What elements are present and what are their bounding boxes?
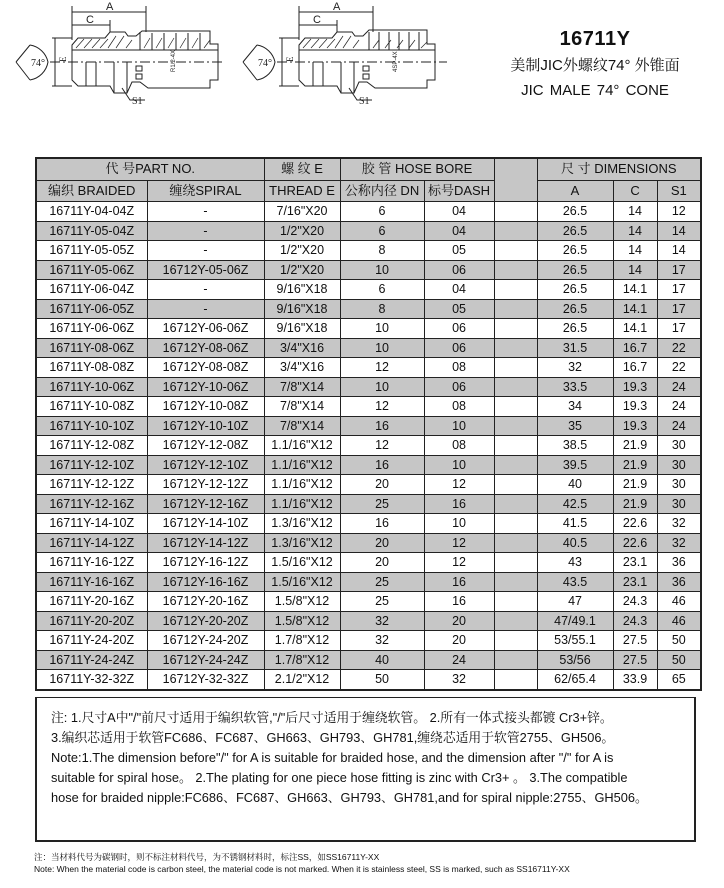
cell-braided: 16711Y-05-05Z [36, 241, 147, 261]
cell-dash: 32 [424, 670, 494, 690]
cell-blank [494, 553, 537, 573]
cell-a: 26.5 [537, 299, 613, 319]
cell-a: 32 [537, 358, 613, 378]
cell-spiral: - [147, 241, 264, 261]
cell-s1: 32 [657, 514, 701, 534]
header-dash: 标号DASH [424, 180, 494, 202]
cell-s1: 17 [657, 260, 701, 280]
cell-thread: 1.1/16"X12 [264, 475, 340, 495]
header-spiral: 缠绕SPIRAL [147, 180, 264, 202]
cell-blank [494, 611, 537, 631]
cell-thread: 1/2"X20 [264, 241, 340, 261]
cell-c: 19.3 [613, 397, 657, 417]
spec-table-body [36, 202, 701, 690]
cell-dash: 12 [424, 533, 494, 553]
cell-spiral: 16712Y-32-32Z [147, 670, 264, 690]
cell-s1: 22 [657, 358, 701, 378]
cell-c: 19.3 [613, 377, 657, 397]
footer-note [34, 851, 570, 875]
cell-s1: 14 [657, 221, 701, 241]
table-row [36, 202, 701, 222]
cell-c: 19.3 [613, 416, 657, 436]
cell-c: 33.9 [613, 670, 657, 690]
cell-dash: 20 [424, 631, 494, 651]
header-row-sub [36, 180, 701, 202]
cell-c: 14 [613, 202, 657, 222]
cell-dash: 05 [424, 241, 494, 261]
cell-dash: 04 [424, 280, 494, 300]
table-row [36, 299, 701, 319]
angle-label: 74° [31, 58, 45, 69]
cell-spiral: 16712Y-12-10Z [147, 455, 264, 475]
note-line: Note:1.The dimension before"/" for A is suitable for braided hose, and the dimension after "/" for A is [51, 750, 614, 765]
header-thread-cn: 螺 纹 E [264, 158, 340, 180]
cell-c: 21.9 [613, 436, 657, 456]
cell-dn: 10 [340, 319, 424, 339]
cell-dn: 16 [340, 514, 424, 534]
cell-blank [494, 280, 537, 300]
cell-spiral: 16712Y-10-08Z [147, 397, 264, 417]
cell-a: 26.5 [537, 202, 613, 222]
cell-braided: 16711Y-24-20Z [36, 631, 147, 651]
cell-dash: 16 [424, 494, 494, 514]
table-row [36, 475, 701, 495]
cell-s1: 50 [657, 650, 701, 670]
cell-braided: 16711Y-05-06Z [36, 260, 147, 280]
cell-thread: 1/2"X20 [264, 221, 340, 241]
cell-spiral: 16712Y-12-12Z [147, 475, 264, 495]
cell-dn: 20 [340, 553, 424, 573]
cell-s1: 17 [657, 319, 701, 339]
header-braided: 编织 BRAIDED [36, 180, 147, 202]
cell-dn: 32 [340, 631, 424, 651]
cell-a: 53/56 [537, 650, 613, 670]
cell-c: 14 [613, 221, 657, 241]
title-block [480, 26, 710, 102]
cell-blank [494, 397, 537, 417]
cell-dn: 25 [340, 592, 424, 612]
header-row-group [36, 158, 701, 180]
cell-s1: 46 [657, 611, 701, 631]
cell-thread: 1.5/8"X12 [264, 611, 340, 631]
table-row [36, 631, 701, 651]
cell-s1: 65 [657, 670, 701, 690]
cell-braided: 16711Y-24-24Z [36, 650, 147, 670]
cell-a: 53/55.1 [537, 631, 613, 651]
cell-spiral: 16712Y-06-06Z [147, 319, 264, 339]
cell-a: 42.5 [537, 494, 613, 514]
cell-thread: 1.1/16"X12 [264, 436, 340, 456]
cell-blank [494, 670, 537, 690]
cell-a: 26.5 [537, 260, 613, 280]
cell-blank [494, 319, 537, 339]
cell-braided: 16711Y-10-10Z [36, 416, 147, 436]
cell-blank [494, 631, 537, 651]
cell-thread: 1.3/16"X12 [264, 514, 340, 534]
cell-blank [494, 416, 537, 436]
cell-s1: 36 [657, 572, 701, 592]
cell-spiral: 16712Y-24-24Z [147, 650, 264, 670]
cell-a: 26.5 [537, 221, 613, 241]
cell-a: 43.5 [537, 572, 613, 592]
cell-blank [494, 494, 537, 514]
cell-thread: 1/2"X20 [264, 260, 340, 280]
cell-dash: 12 [424, 475, 494, 495]
spec-table [35, 157, 702, 691]
cell-blank [494, 377, 537, 397]
cell-c: 21.9 [613, 475, 657, 495]
cell-s1: 50 [657, 631, 701, 651]
cell-dn: 6 [340, 202, 424, 222]
cell-dash: 08 [424, 358, 494, 378]
table-row [36, 280, 701, 300]
cell-a: 34 [537, 397, 613, 417]
table-row [36, 377, 701, 397]
cell-spiral: - [147, 299, 264, 319]
cell-dash: 16 [424, 592, 494, 612]
cell-a: 35 [537, 416, 613, 436]
dim-s1-label: S1 [132, 96, 143, 107]
cell-dash: 08 [424, 397, 494, 417]
header-dimensions: 尺 寸 DIMENSIONS [537, 158, 701, 180]
angle-label: 74° [258, 58, 272, 69]
header-c: C [613, 180, 657, 202]
cell-a: 39.5 [537, 455, 613, 475]
cell-blank [494, 436, 537, 456]
cell-dn: 25 [340, 494, 424, 514]
cell-thread: 3/4"X16 [264, 358, 340, 378]
cell-spiral: 16712Y-10-10Z [147, 416, 264, 436]
notes-box [35, 697, 696, 842]
cell-s1: 32 [657, 533, 701, 553]
cell-dn: 50 [340, 670, 424, 690]
table-row [36, 533, 701, 553]
cell-thread: 7/8"X14 [264, 397, 340, 417]
cell-braided: 16711Y-16-12Z [36, 553, 147, 573]
table-row [36, 611, 701, 631]
cell-thread: 1.5/8"X12 [264, 592, 340, 612]
header-part-no: 代 号PART NO. [36, 158, 264, 180]
cell-dn: 12 [340, 397, 424, 417]
cell-dn: 16 [340, 416, 424, 436]
cell-s1: 17 [657, 299, 701, 319]
table-row [36, 455, 701, 475]
cell-dash: 06 [424, 319, 494, 339]
cell-a: 31.5 [537, 338, 613, 358]
fitting-drawing-spiral [237, 0, 452, 110]
footer-note-en: Note: When the material code is carbon steel, the material code is not marked. When it is stainless steel, SS is marked, such as SS16711Y-XX [34, 864, 570, 874]
dim-e-label: E [58, 56, 68, 62]
cell-dash: 12 [424, 553, 494, 573]
cell-c: 14.1 [613, 319, 657, 339]
cell-dash: 06 [424, 377, 494, 397]
cell-c: 14 [613, 241, 657, 261]
cell-s1: 30 [657, 436, 701, 456]
cell-braided: 16711Y-14-10Z [36, 514, 147, 534]
cell-s1: 12 [657, 202, 701, 222]
cell-c: 23.1 [613, 572, 657, 592]
cell-dash: 20 [424, 611, 494, 631]
header-thread: THREAD E [264, 180, 340, 202]
cell-braided: 16711Y-12-16Z [36, 494, 147, 514]
cell-c: 16.7 [613, 338, 657, 358]
cell-thread: 9/16"X18 [264, 280, 340, 300]
cell-thread: 2.1/2"X12 [264, 670, 340, 690]
header-dn: 公称内径 DN [340, 180, 424, 202]
cell-s1: 24 [657, 397, 701, 417]
cell-spiral: 16712Y-16-16Z [147, 572, 264, 592]
cell-spiral: 16712Y-08-08Z [147, 358, 264, 378]
cell-spiral: 16712Y-12-16Z [147, 494, 264, 514]
cell-dn: 25 [340, 572, 424, 592]
cell-braided: 16711Y-10-06Z [36, 377, 147, 397]
cell-c: 16.7 [613, 358, 657, 378]
cell-braided: 16711Y-06-04Z [36, 280, 147, 300]
cell-dash: 24 [424, 650, 494, 670]
cell-thread: 3/4"X16 [264, 338, 340, 358]
cell-a: 26.5 [537, 280, 613, 300]
product-code: 16711Y [559, 28, 631, 50]
note-line: 注: 1.尺寸A中"/"前尺寸适用于编织软管,"/"后尺寸适用于缠绕软管。 2.所有一体式接头都镀 Cr3+锌。 [51, 710, 613, 725]
cell-s1: 30 [657, 494, 701, 514]
cell-blank [494, 260, 537, 280]
cell-braided: 16711Y-06-05Z [36, 299, 147, 319]
cell-braided: 16711Y-32-32Z [36, 670, 147, 690]
cell-s1: 30 [657, 475, 701, 495]
product-title-en: JIC MALE 74° CONE [521, 82, 669, 99]
cell-a: 43 [537, 553, 613, 573]
cell-braided: 16711Y-04-04Z [36, 202, 147, 222]
cell-blank [494, 299, 537, 319]
table-row [36, 670, 701, 690]
product-title-cn: 美制JIC外螺纹74° 外锥面 [510, 57, 680, 74]
cell-s1: 46 [657, 592, 701, 612]
header-hose-bore: 胶 管 HOSE BORE [340, 158, 494, 180]
table-row [36, 514, 701, 534]
cell-c: 23.1 [613, 553, 657, 573]
cell-dn: 6 [340, 280, 424, 300]
cell-dash: 06 [424, 338, 494, 358]
cell-dn: 12 [340, 358, 424, 378]
table-row [36, 319, 701, 339]
cell-dash: 10 [424, 416, 494, 436]
cell-thread: 7/16"X20 [264, 202, 340, 222]
dim-e-label: E [285, 56, 295, 62]
cell-dn: 20 [340, 533, 424, 553]
cell-a: 40 [537, 475, 613, 495]
cell-s1: 17 [657, 280, 701, 300]
cell-spiral: 16712Y-14-12Z [147, 533, 264, 553]
cell-thread: 7/8"X14 [264, 377, 340, 397]
cell-braided: 16711Y-08-06Z [36, 338, 147, 358]
cell-blank [494, 241, 537, 261]
table-row [36, 358, 701, 378]
header-blank [494, 158, 537, 202]
cell-thread: 9/16"X18 [264, 299, 340, 319]
cell-spiral: 16712Y-05-06Z [147, 260, 264, 280]
cell-dn: 10 [340, 377, 424, 397]
cell-dash: 16 [424, 572, 494, 592]
cell-blank [494, 533, 537, 553]
cell-braided: 16711Y-16-16Z [36, 572, 147, 592]
cell-a: 47 [537, 592, 613, 612]
cell-dn: 10 [340, 338, 424, 358]
cell-dash: 05 [424, 299, 494, 319]
spec-table-wrapper [35, 157, 700, 691]
cell-thread: 9/16"X18 [264, 319, 340, 339]
cell-s1: 36 [657, 553, 701, 573]
dim-s1-label: S1 [359, 96, 370, 107]
cell-dn: 20 [340, 475, 424, 495]
cell-a: 26.5 [537, 319, 613, 339]
note-line: suitable for spiral hose。 2.The plating for one piece hose fitting is zinc with Cr3+ 。 3.The compatible [51, 770, 628, 785]
cell-s1: 30 [657, 455, 701, 475]
cell-spiral: 16712Y-20-16Z [147, 592, 264, 612]
note-line: 3.编织芯适用于软管FC686、FC687、GH663、GH793、GH781,缠绕芯适用于软管2755、GH506。 [51, 730, 615, 745]
cell-thread: 1.3/16"X12 [264, 533, 340, 553]
table-row [36, 553, 701, 573]
cell-c: 14.1 [613, 280, 657, 300]
table-row [36, 260, 701, 280]
cell-braided: 16711Y-12-08Z [36, 436, 147, 456]
cell-braided: 16711Y-14-12Z [36, 533, 147, 553]
cell-dash: 04 [424, 202, 494, 222]
cell-a: 38.5 [537, 436, 613, 456]
cell-dn: 40 [340, 650, 424, 670]
cell-spiral: - [147, 202, 264, 222]
table-row [36, 436, 701, 456]
cell-c: 27.5 [613, 631, 657, 651]
cell-c: 21.9 [613, 494, 657, 514]
cell-s1: 24 [657, 416, 701, 436]
note-line: hose for braided nipple:FC686、FC687、GH663、GH793、GH781,and for spiral nipple:2755、GH506。 [51, 790, 648, 805]
cell-braided: 16711Y-10-08Z [36, 397, 147, 417]
cell-s1: 22 [657, 338, 701, 358]
cell-blank [494, 514, 537, 534]
cell-blank [494, 592, 537, 612]
cell-c: 22.6 [613, 514, 657, 534]
cell-c: 24.3 [613, 592, 657, 612]
cell-spiral: 16712Y-14-10Z [147, 514, 264, 534]
cell-spiral: 16712Y-16-12Z [147, 553, 264, 573]
table-row [36, 650, 701, 670]
footer-note-cn: 注：当材料代号为碳钢时，则不标注材料代号，为不锈钢材料时，标注SS，如SS16711Y-XX [34, 852, 380, 862]
cell-blank [494, 475, 537, 495]
cell-dash: 10 [424, 455, 494, 475]
cell-c: 22.6 [613, 533, 657, 553]
cell-braided: 16711Y-05-04Z [36, 221, 147, 241]
cell-c: 14 [613, 260, 657, 280]
dim-a-label: A [106, 1, 114, 13]
dim-c-label: C [313, 14, 321, 26]
table-row [36, 397, 701, 417]
table-row [36, 592, 701, 612]
table-row [36, 416, 701, 436]
cell-thread: 1.7/8"X12 [264, 631, 340, 651]
cell-c: 21.9 [613, 455, 657, 475]
cell-s1: 14 [657, 241, 701, 261]
cell-dash: 04 [424, 221, 494, 241]
cell-blank [494, 358, 537, 378]
cell-spiral: 16712Y-08-06Z [147, 338, 264, 358]
header-s1: S1 [657, 180, 701, 202]
cell-spiral: - [147, 280, 264, 300]
cell-thread: 1.1/16"X12 [264, 455, 340, 475]
table-row [36, 494, 701, 514]
cell-braided: 16711Y-06-06Z [36, 319, 147, 339]
cell-a: 62/65.4 [537, 670, 613, 690]
cell-blank [494, 221, 537, 241]
hose-spec-label: 4SP-4X [393, 51, 399, 72]
cell-braided: 16711Y-20-16Z [36, 592, 147, 612]
cell-blank [494, 572, 537, 592]
cell-spiral: 16712Y-24-20Z [147, 631, 264, 651]
cell-s1: 24 [657, 377, 701, 397]
cell-c: 27.5 [613, 650, 657, 670]
cell-dn: 6 [340, 221, 424, 241]
cell-thread: 7/8"X14 [264, 416, 340, 436]
cell-blank [494, 338, 537, 358]
cell-dn: 32 [340, 611, 424, 631]
table-row [36, 572, 701, 592]
cell-thread: 1.5/16"X12 [264, 572, 340, 592]
cell-dn: 10 [340, 260, 424, 280]
cell-spiral: 16712Y-12-08Z [147, 436, 264, 456]
cell-thread: 1.7/8"X12 [264, 650, 340, 670]
cell-blank [494, 202, 537, 222]
cell-dn: 8 [340, 241, 424, 261]
cell-braided: 16711Y-12-12Z [36, 475, 147, 495]
cell-a: 47/49.1 [537, 611, 613, 631]
table-row [36, 221, 701, 241]
table-row [36, 241, 701, 261]
cell-dash: 08 [424, 436, 494, 456]
hose-spec-label: R1/2-4X [171, 49, 177, 72]
cell-braided: 16711Y-08-08Z [36, 358, 147, 378]
cell-a: 33.5 [537, 377, 613, 397]
cell-spiral: 16712Y-20-20Z [147, 611, 264, 631]
dim-c-label: C [86, 14, 94, 26]
cell-a: 41.5 [537, 514, 613, 534]
cell-dash: 06 [424, 260, 494, 280]
cell-dn: 8 [340, 299, 424, 319]
cell-dn: 12 [340, 436, 424, 456]
cell-a: 40.5 [537, 533, 613, 553]
cell-spiral: 16712Y-10-06Z [147, 377, 264, 397]
cell-dn: 16 [340, 455, 424, 475]
cell-spiral: - [147, 221, 264, 241]
cell-braided: 16711Y-20-20Z [36, 611, 147, 631]
cell-blank [494, 650, 537, 670]
cell-thread: 1.1/16"X12 [264, 494, 340, 514]
cell-a: 26.5 [537, 241, 613, 261]
table-row [36, 338, 701, 358]
cell-thread: 1.5/16"X12 [264, 553, 340, 573]
header-a: A [537, 180, 613, 202]
fitting-drawing-braided [10, 0, 225, 110]
dim-a-label: A [333, 1, 341, 13]
cell-c: 24.3 [613, 611, 657, 631]
cell-c: 14.1 [613, 299, 657, 319]
cell-dash: 10 [424, 514, 494, 534]
cell-braided: 16711Y-12-10Z [36, 455, 147, 475]
cell-blank [494, 455, 537, 475]
